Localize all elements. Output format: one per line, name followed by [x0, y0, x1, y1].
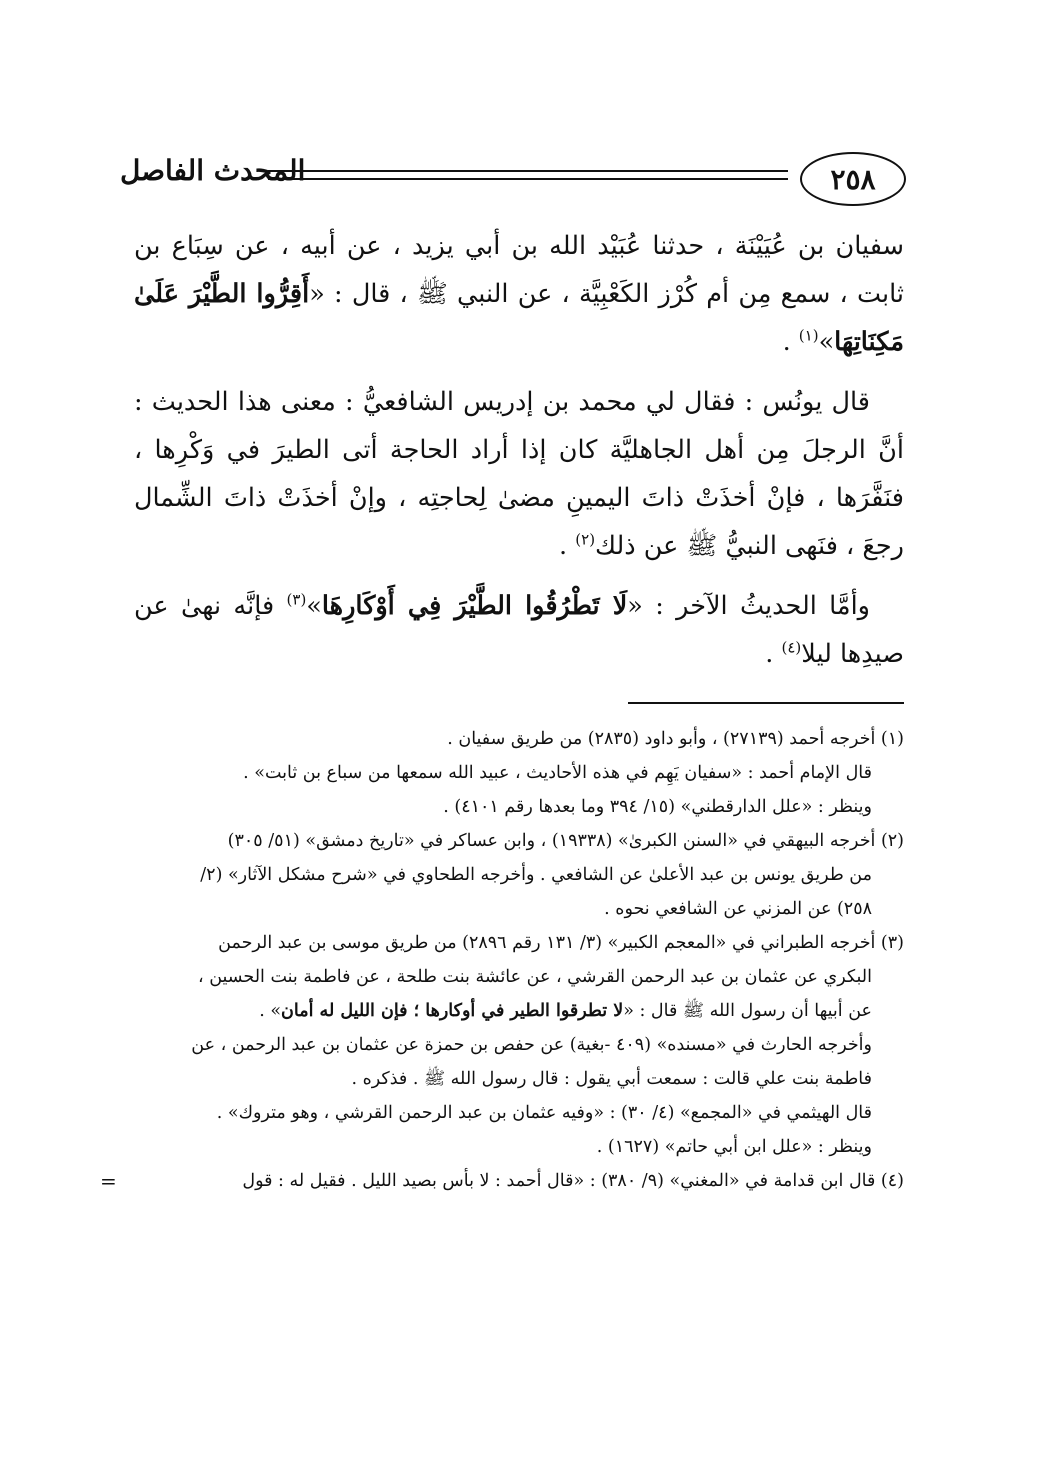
paragraph-isnad: سفيان بن عُيَيْنَة ، حدثنا عُبَيْد الله بن أبي يزيد ، عن أبيه ، عن سِبَاع بن ثابت ، سمع مِن أم كُرْز الكَعْبِيَّة ، عن النبي ﷺ ، قال : «أَقِرُّوا الطَّيْرَ عَلَىٰ مَكِنَاتِهَا»$^{(١)}$ .: [134, 231, 905, 357]
footnotes: [100, 722, 904, 1198]
hadith-text: لا تطرقوا الطير في أوكارها ؛ فإن الليل له أمان: [281, 1001, 624, 1021]
book-title: المحدث الفاصل: [120, 154, 306, 187]
paragraph-other-hadith: وأمَّا الحديثُ الآخر : «لَا تَطْرُقُوا الطَّيْرَ فِي أَوْكَارِهَا»$^{(٣)}$ فإنَّه نهىٰ عن صيدِها ليلا$^{(٤)}$ .: [134, 590, 904, 669]
footnote-3: (٣) أخرجه الطبراني في «المعجم الكبير» (٣/ ١٣١ رقم ٢٨٩٦) من طريق موسى بن عبد الرحمن البكري عن عثمان بن عبد الرحمن القرشي ، عن عائشة بنت طلحة ، عن فاطمة بنت الحسين ، عن أبيها أن رسول الله ﷺ قال : «لا تطرقوا الطير في أوكارها ؛ فإن الليل له أمان» . وأخرجه الحارث في «مسنده» (٤٠٩ -بغية) عن حفص بن حمزة عن عثمان بن عبد الرحمن ، عن فاطمة بنت علي قالت : سمعت أبي يقول : قال رسول الله ﷺ . فذكره . قال الهيثمي في «المجمع» (٤/ ٣٠) : «وفيه عثمان بن عبد الرحمن القرشي ، وهو متروك» . وينظر : «علل ابن أبي حاتم» (١٦٢٧) .: [191, 933, 904, 1157]
footnote-2: (٢) أخرجه البيهقي في «السنن الكبرىٰ» (١٩٣٣٨) ، وابن عساكر في «تاريخ دمشق» (٥١/ ٣٠٥) من طريق يونس بن عبد الأعلىٰ عن الشافعي . وأخرجه الطحاوي في «شرح مشكل الآثار» (٢/ ٢٥٨) عن المزني عن الشافعي نحوه .: [200, 831, 904, 919]
footnote-separator: [628, 702, 904, 704]
footnote-ref-4[interactable]: (٤): [781, 638, 802, 657]
footnote-4: (٤) قال ابن قدامة في «المغني» (٩/ ٣٨٠) : «قال أحمد : لا بأس بصيد الليل . فقيل له : قول =: [134, 1164, 904, 1198]
continuation-mark: =: [100, 1169, 117, 1193]
main-text: [134, 222, 904, 690]
footnote-ref-3[interactable]: (٣): [286, 590, 307, 609]
hadith-text: أَقِرُّوا الطَّيْرَ عَلَىٰ مَكِنَاتِهَا: [134, 279, 904, 357]
paragraph-shafii: قال يونُس : فقال لي محمد بن إدريس الشافعيُّ : معنى هذا الحديث : أنَّ الرجلَ مِن أهل الجاهليَّة كان إذا أراد الحاجة أتى الطيرَ في وَكْرِها ، فنَفَّرَها ، فإنْ أخذَتْ ذاتَ اليمينِ مضىٰ لِحاجتِه ، وإنْ أخذَتْ ذاتَ الشِّمال رجعَ ، فنَهى النبيُّ ﷺ عن ذلك$^{(٢)}$ .: [134, 387, 904, 561]
page-number: ٢٥٨: [800, 152, 906, 206]
header-rule: [268, 170, 788, 180]
page-header: [120, 148, 900, 208]
hadith-text: لَا تَطْرُقُوا الطَّيْرَ فِي أَوْكَارِهَا: [321, 591, 628, 621]
footnote-ref-1[interactable]: (١): [798, 326, 819, 345]
footnote-1: (١) أخرجه أحمد (٢٧١٣٩) ، وأبو داود (٢٨٣٥) من طريق سفيان . قال الإمام أحمد : «سفيان يَهِم في هذه الأحاديث ، عبيد الله سمعها من سباع بن ثابت» . وينظر : «علل الدارقطني» (١٥/ ٣٩٤ وما بعدها رقم ٤١٠١) .: [243, 729, 904, 817]
footnote-ref-2[interactable]: (٢): [575, 530, 596, 549]
